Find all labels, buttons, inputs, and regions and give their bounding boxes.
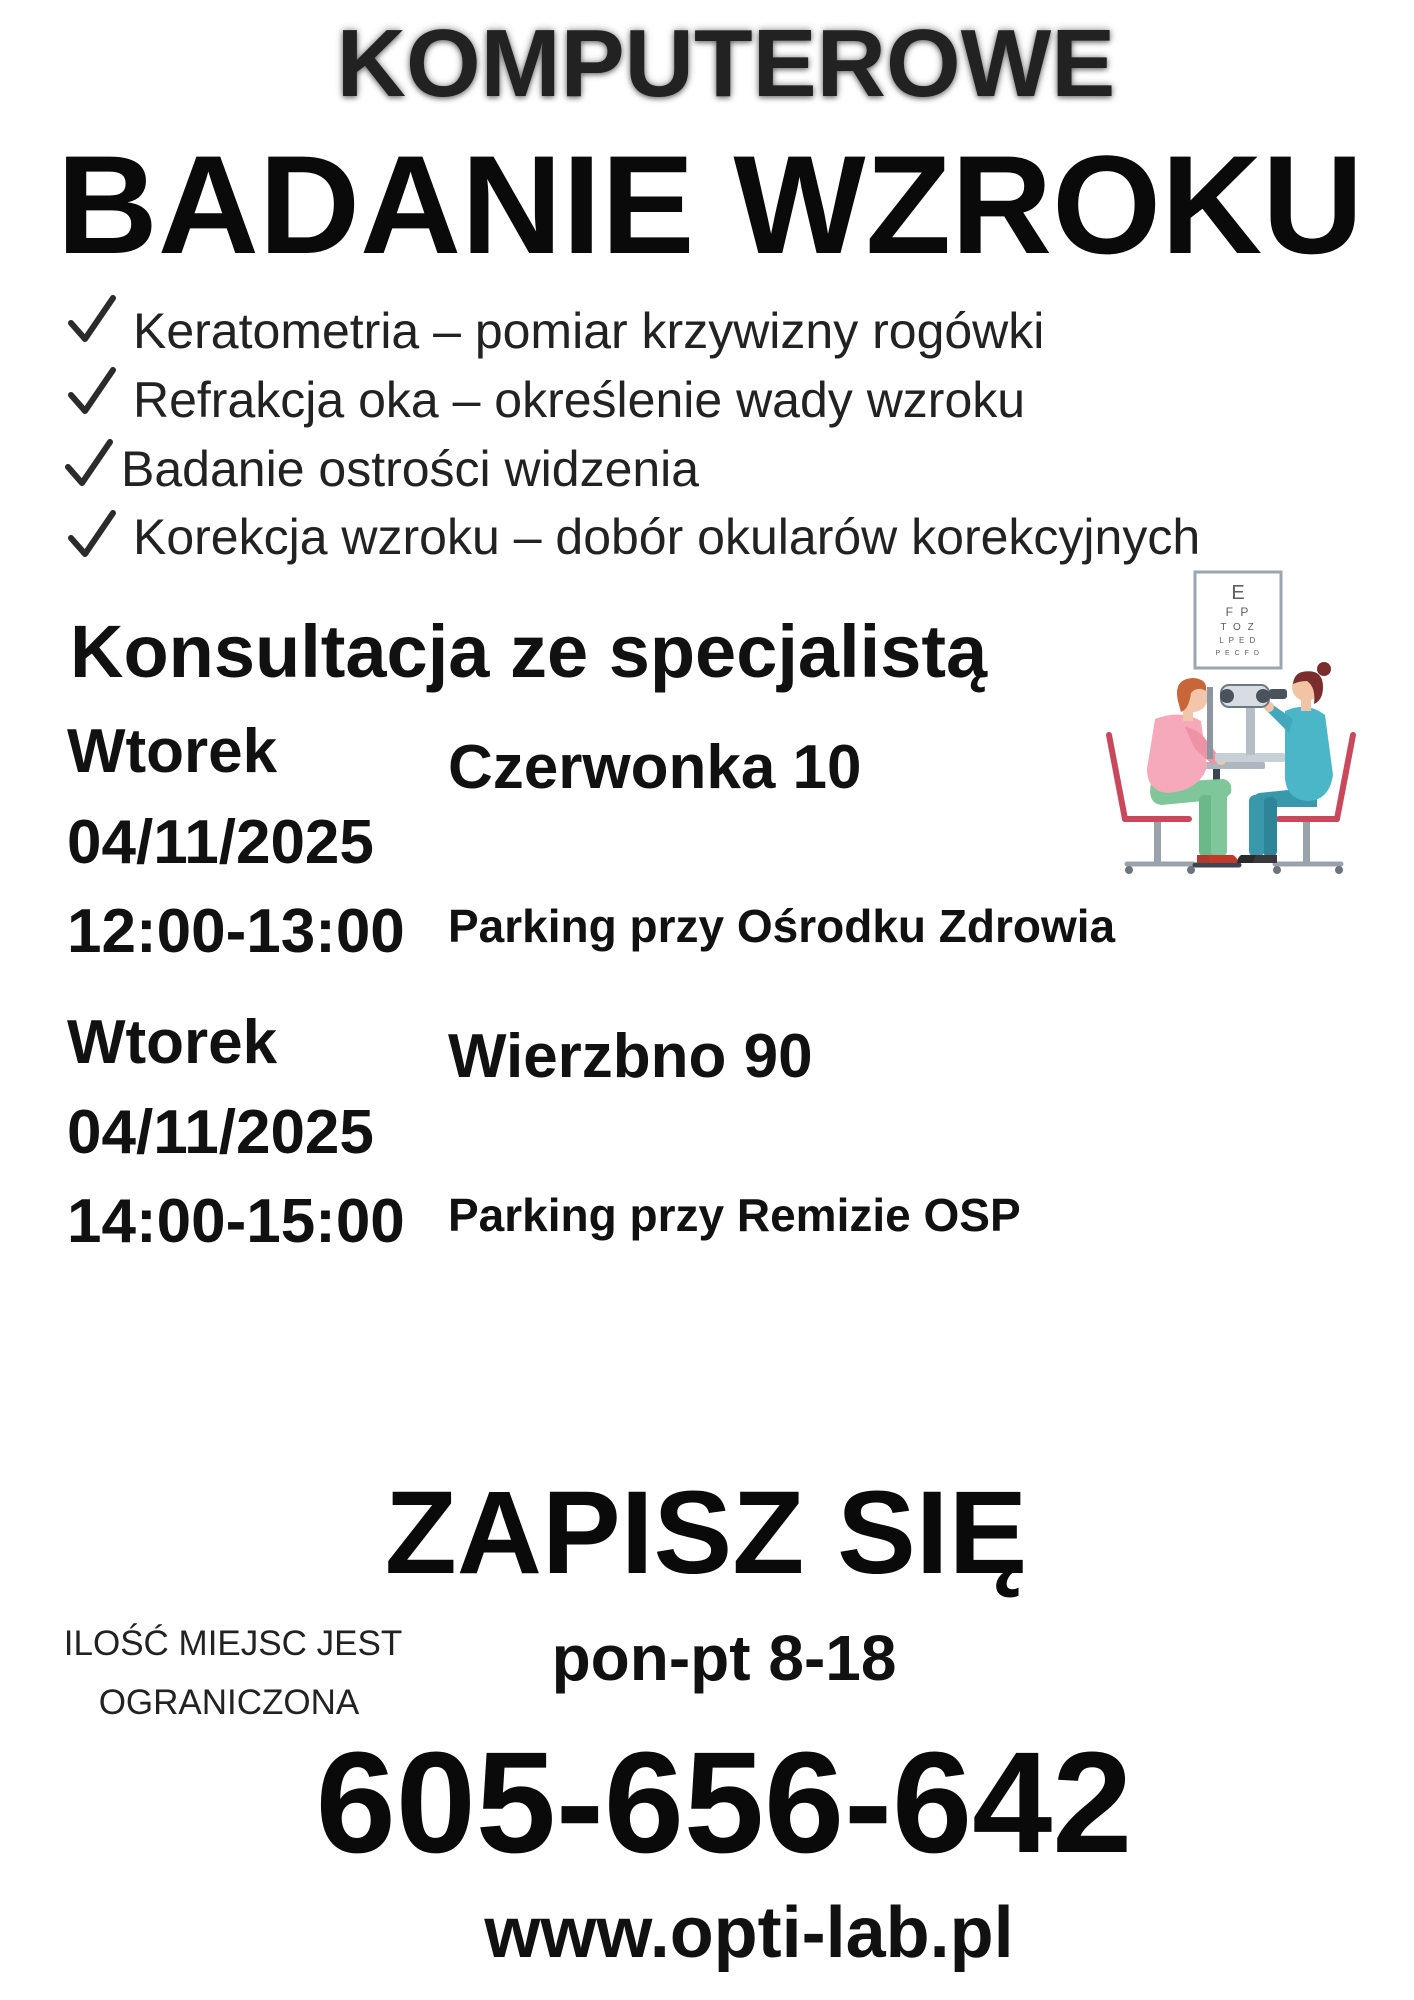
check-icon	[63, 438, 115, 488]
eye-chart	[1195, 572, 1281, 668]
website-url: www.opti-lab.pl	[484, 1893, 1014, 1973]
phone-number: 605-656-642	[315, 1722, 1133, 1883]
poster-title: BADANIE WZROKU	[56, 126, 1364, 283]
session-address: Wierzbno 90	[448, 1022, 813, 1091]
eye-chart-row: T O Z	[1220, 622, 1256, 633]
eye-chart-row: F P	[1225, 605, 1251, 619]
session-day: Wtorek	[67, 1008, 278, 1077]
check-icon	[66, 294, 118, 344]
eye-chart-row: L P E D	[1219, 636, 1257, 645]
session-place: Parking przy Ośrodku Zdrowia	[448, 900, 1116, 952]
check-icon	[66, 509, 118, 559]
consultation-heading: Konsultacja ze specjalistą	[70, 610, 988, 693]
session-day: Wtorek	[67, 717, 278, 786]
slit-lamp	[1207, 685, 1287, 762]
poster-kicker: KOMPUTEROWE	[336, 10, 1116, 117]
limited-places-notice-line: ILOŚĆ MIEJSC JEST	[63, 1624, 403, 1663]
eye-chart-row: E	[1231, 582, 1245, 604]
check-icon	[66, 366, 118, 416]
session-place: Parking przy Remizie OSP	[448, 1189, 1021, 1241]
office-hours: pon-pt 8-18	[551, 1622, 897, 1694]
limited-places-notice-line: OGRANICZONA	[98, 1683, 360, 1722]
session-address: Czerwonka 10	[448, 733, 862, 802]
session-date: 04/11/2025	[67, 808, 374, 877]
session-date: 04/11/2025	[67, 1098, 374, 1167]
service-item-visual-acuity: Badanie ostrości widzenia	[121, 441, 700, 497]
session-time: 14:00-15:00	[67, 1187, 405, 1256]
service-item-keratometry: Keratometria – pomiar krzywizny rogówki	[133, 303, 1045, 359]
eye-exam-illustration	[1103, 569, 1359, 875]
service-item-vision-correction: Korekcja wzroku – dobór okularów korekcyjnych	[133, 509, 1201, 565]
signup-heading: ZAPISZ SIĘ	[384, 1467, 1028, 1599]
eye-chart-row: P E C F D	[1215, 650, 1261, 657]
service-item-refraction: Refrakcja oka – określenie wady wzroku	[133, 372, 1026, 428]
session-time: 12:00-13:00	[67, 897, 405, 966]
